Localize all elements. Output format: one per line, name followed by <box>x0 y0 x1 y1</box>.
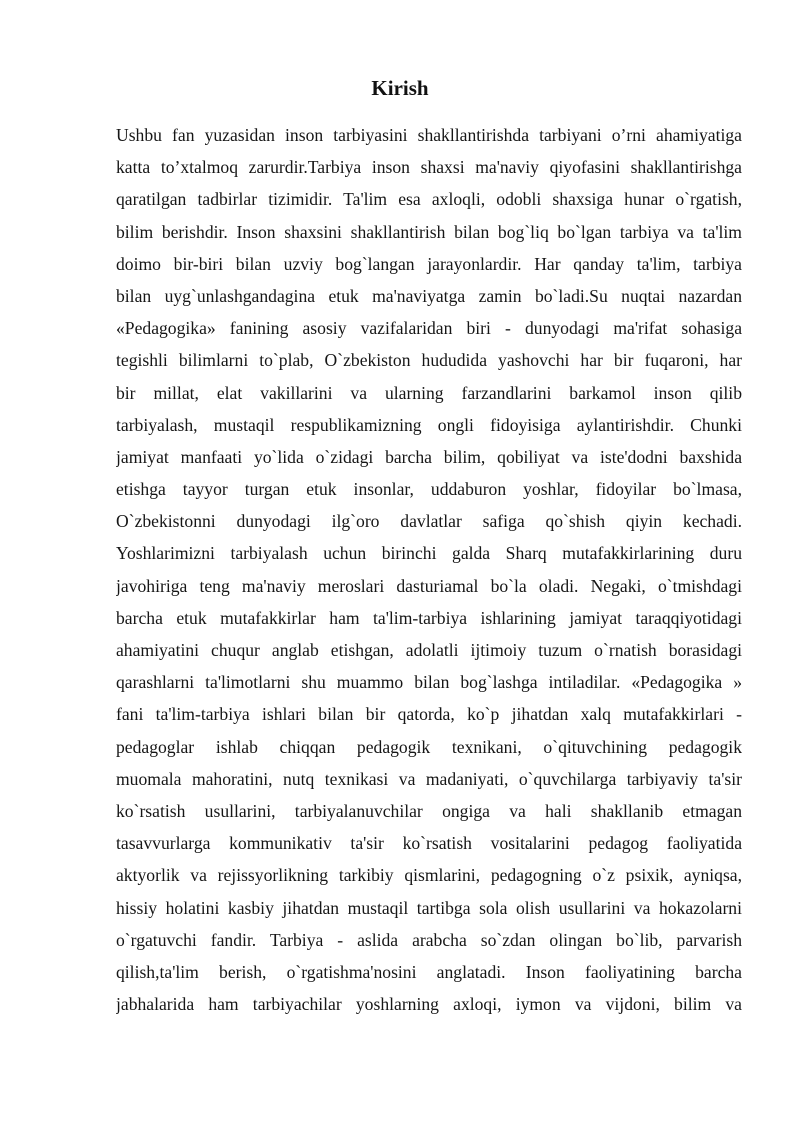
text-line: fani ta'lim-tarbiya ishlari bilan bir qatorda, ko`p jihatdan xalq mutafakkirlari - <box>116 704 742 725</box>
text-line: pedagoglar ishlab chiqqan pedagogik texnikani, o`qituvchining pedagogik <box>116 736 742 757</box>
text-line: O`zbekistonni dunyodagi ilg`oro davlatlar safiga qo`shish qiyin kechadi. <box>116 511 742 532</box>
text-line: o`rgatuvchi fandir. Tarbiya - aslida arabcha so`zdan olingan bo`lib, parvarish <box>116 929 742 950</box>
text-line: jabhalarida ham tarbiyachilar yoshlarning axloqi, iymon va vijdoni, bilim va <box>116 994 742 1015</box>
text-line: bir millat, elat vakillarini va ularning farzandlarini barkamol inson qilib <box>116 382 742 403</box>
text-line: tegishli bilimlarni to`plab, O`zbekiston hududida yashovchi har bir fuqaroni, har <box>116 350 742 371</box>
text-line: tarbiyalash, mustaqil respublikamizning ongli fidoyisiga aylantirishdir. Chunki <box>116 414 742 435</box>
text-line: jamiyat manfaati yo`lida o`zidagi barcha bilim, qobiliyat va iste'dodni baxshida <box>116 446 742 467</box>
text-line: javohiriga teng ma'naviy meroslari dasturiamal bo`la oladi. Negaki, o`tmishdagi <box>116 575 742 596</box>
text-line: doimo bir-biri bilan uzviy bog`langan jarayonlardir. Har qanday ta'lim, tarbiya <box>116 253 742 274</box>
text-line: qilish,ta'lim berish, o`rgatishma'nosini anglatadi. Inson faoliyatining barcha <box>116 961 742 982</box>
text-line: etishga tayyor turgan etuk insonlar, uddaburon yoshlar, fidoyilar bo`lmasa, <box>116 479 742 500</box>
text-line: Ushbu fan yuzasidan inson tarbiyasini shakllantirishda tarbiyani o’rni ahamiyatiga <box>116 125 742 145</box>
text-line: aktyorlik va rejissyorlikning tarkibiy qismlarini, pedagogning o`z psixik, ayniqsa, <box>116 865 742 886</box>
text-line: hissiy holatini kasbiy jihatdan mustaqil tartibga sola olish usullarini va hokazolarni <box>116 897 742 918</box>
text-line: bilim berishdir. Inson shaxsini shakllantirish bilan bog`liq bo`lgan tarbiya va ta'lim <box>116 221 742 242</box>
text-line: ahamiyatini chuqur anglab etishgan, adolatli ijtimoiy tuzum o`rnatish borasidagi <box>116 640 742 660</box>
text-line: tasavvurlarga kommunikativ ta'sir ko`rsatish vositalarini pedagog faoliyatida <box>116 833 742 854</box>
text-line: barcha etuk mutafakkirlar ham ta'lim-tarbiya ishlarining jamiyat taraqqiyotidagi <box>116 607 742 628</box>
page-title: Kirish <box>371 76 429 100</box>
text-line: «Pedagogika» fanining asosiy vazifalaridan biri - dunyodagi ma'rifat sohasiga <box>116 318 742 339</box>
text-line: qarashlarni ta'limotlarni shu muammo bilan bog`lashga intiladilar. «Pedagogika » <box>116 672 742 693</box>
text-line: katta to’xtalmoq zarurdir.Tarbiya inson shaxsi ma'naviy qiyofasini shakllantirishga <box>116 157 742 178</box>
text-line: qaratilgan tadbirlar tizimidir. Ta'lim esa axloqli, odobli shaxsiga hunar o`rgatish, <box>116 189 742 210</box>
text-line: Yoshlarimizni tarbiyalash uchun birinchi galda Sharq mutafakkirlarining duru <box>116 543 742 564</box>
text-line: bilan uyg`unlashgandagina etuk ma'naviyatga zamin bo`ladi.Su nuqtai nazardan <box>116 285 742 306</box>
text-line: muomala mahoratini, nutq texnikasi va madaniyati, o`quvchilarga tarbiyaviy ta'sir <box>116 768 742 789</box>
text-line: ko`rsatish usullarini, tarbiyalanuvchilar ongiga va hali shakllanib etmagan <box>116 800 742 821</box>
body-paragraph <box>116 119 742 1020</box>
